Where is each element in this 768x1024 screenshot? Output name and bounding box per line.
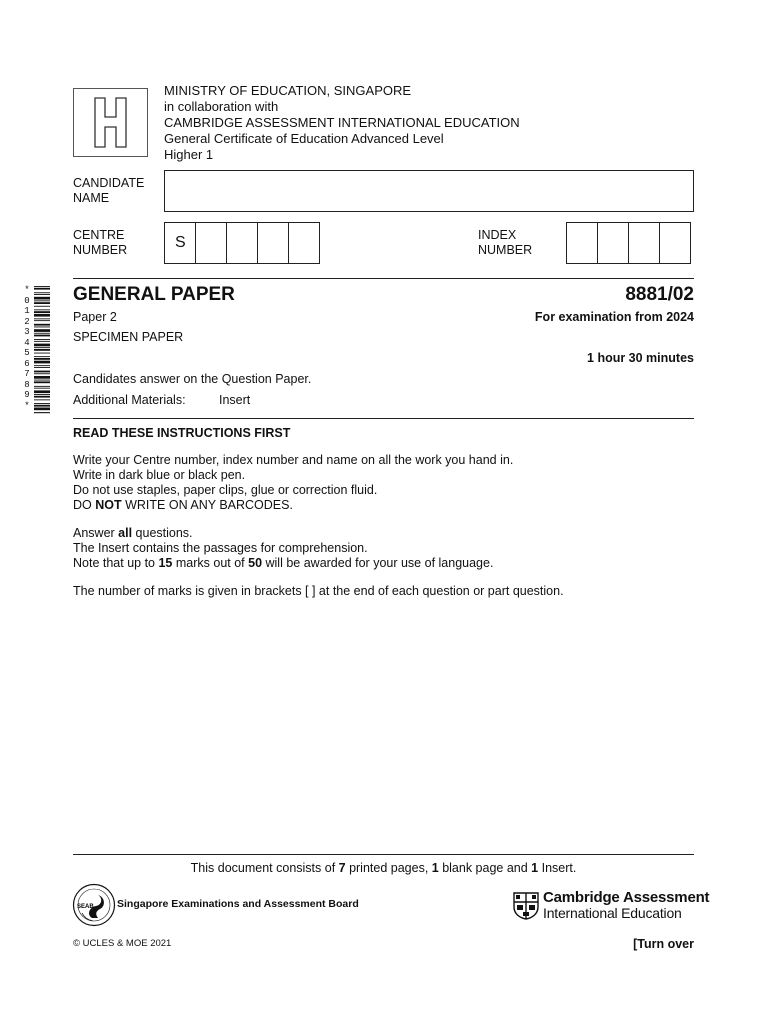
header-line: CAMBRIDGE ASSESSMENT INTERNATIONAL EDUCATION: [164, 115, 520, 130]
text-run-bold: 15: [158, 556, 173, 570]
text-run: DO: [73, 498, 96, 512]
text-run-bold: NOT: [95, 498, 122, 512]
instruction-line: Do not use staples, paper clips, glue or correction fluid.: [73, 483, 378, 497]
barcode-bar: [34, 353, 50, 354]
barcode-bar: [34, 335, 50, 337]
text-run: questions.: [132, 526, 193, 540]
instruction-line: Write in dark blue or black pen.: [73, 468, 246, 482]
barcode-bar: [34, 376, 50, 379]
barcode-bar: [34, 286, 50, 287]
barcode-digit: 6: [24, 358, 30, 369]
seab-logo-text: SEAB: [77, 904, 94, 910]
barcode-bar: [34, 396, 50, 398]
instruction-line: [73, 526, 493, 541]
barcode-bar: [34, 329, 50, 332]
barcode-bar: [34, 371, 50, 373]
paper-code: 8881/02: [625, 284, 694, 305]
instruction-line: The Insert contains the passages for comprehension.: [73, 541, 368, 555]
copyright: © UCLES & MOE 2021: [73, 938, 172, 949]
seab-logo-icon: [72, 882, 116, 928]
label-line: NUMBER: [73, 243, 128, 257]
barcode-bar: [34, 365, 50, 366]
answer-block: [73, 526, 493, 571]
text-run: This document consists of: [190, 861, 339, 875]
text-run-bold: 1: [531, 861, 539, 875]
barcode-bar: [34, 309, 50, 310]
barcode-bar: [34, 318, 50, 319]
text-run: blank page and: [438, 861, 532, 875]
barcode-bar: [34, 373, 50, 374]
marks-note: The number of marks is given in brackets [ ] at the end of each question or part question.: [73, 584, 564, 598]
barcode-bar: [34, 356, 50, 357]
barcode-bar: [34, 405, 50, 407]
index-number-digit-box[interactable]: [597, 222, 629, 264]
instructions-heading: READ THESE INSTRUCTIONS FIRST: [73, 426, 291, 440]
index-number-label: [478, 228, 532, 258]
barcode-digit: 2: [24, 316, 30, 327]
barcode-bar: [34, 408, 50, 411]
cambridge-name-line1: Cambridge Assessment: [543, 889, 710, 906]
barcode-digit: 8: [24, 379, 30, 390]
barcode-bar: [34, 292, 50, 293]
index-number-digit-box[interactable]: [566, 222, 598, 264]
text-run: WRITE ON ANY BARCODES.: [121, 498, 293, 512]
barcode-bar: [34, 333, 50, 334]
divider: [73, 418, 694, 419]
materials-label: Additional Materials:: [73, 393, 186, 407]
instructions-block: [73, 453, 513, 513]
header-line: General Certificate of Education Advanced Level: [164, 131, 444, 146]
document-page-count: [73, 861, 694, 875]
cambridge-shield-icon: [513, 892, 539, 920]
instruction-line: Write your Centre number, index number and name on all the work you hand in.: [73, 453, 514, 467]
barcode-bar: [34, 297, 50, 300]
barcode-bar: [34, 367, 50, 368]
centre-number-prefix: S: [164, 222, 196, 264]
index-number-boxes: [566, 222, 691, 264]
barcode-digit: *: [24, 285, 30, 295]
barcode-bar: [34, 300, 50, 301]
barcode-bar: [34, 347, 50, 348]
barcode-bar: [34, 380, 50, 381]
level-h-logo: [73, 88, 148, 157]
barcode-bar: [34, 314, 50, 317]
barcode-bar: [34, 390, 50, 393]
centre-number-digit-box[interactable]: [257, 222, 289, 264]
text-run: printed pages,: [345, 861, 432, 875]
barcode-bar: [34, 327, 50, 328]
barcode-bar: [34, 344, 50, 347]
label-line: CENTRE: [73, 228, 125, 242]
label-line: NUMBER: [478, 243, 533, 257]
centre-number-boxes: [164, 222, 320, 264]
label-line: CANDIDATE: [73, 176, 145, 190]
paper-title: GENERAL PAPER: [73, 284, 235, 305]
candidate-name-field[interactable]: [164, 170, 694, 212]
materials-value: Insert: [219, 393, 251, 407]
barcode-digit: 4: [24, 337, 30, 348]
label-line: INDEX: [478, 228, 517, 242]
centre-number-digit-box[interactable]: [288, 222, 320, 264]
barcode-bar: [34, 403, 50, 404]
header-line: Higher 1: [164, 147, 214, 162]
candidates-answer-note: Candidates answer on the Question Paper.: [73, 372, 312, 386]
text-run-bold: 1: [431, 861, 439, 875]
barcode-digit: *: [24, 400, 30, 411]
text-run-bold: all: [118, 526, 133, 540]
text-run: marks out of: [172, 556, 249, 570]
barcode-bar: [34, 381, 50, 383]
barcode-digit: 3: [24, 327, 30, 337]
index-number-digit-box[interactable]: [628, 222, 660, 264]
label-line: NAME: [73, 191, 110, 205]
index-number-digit-box[interactable]: [659, 222, 691, 264]
barcode-bar: [34, 339, 50, 340]
barcode-bar: [34, 320, 50, 321]
paper-number: Paper 2: [73, 310, 117, 324]
instruction-line: [73, 498, 513, 513]
divider: [73, 278, 694, 279]
barcode-bar: [34, 302, 50, 304]
candidate-name-label: [73, 176, 144, 206]
text-run-bold: 50: [248, 556, 263, 570]
text-run: Answer: [73, 526, 119, 540]
barcode-digit: 7: [24, 369, 30, 379]
barcode-bar: [34, 386, 50, 387]
barcode-digit: 1: [24, 306, 30, 316]
text-run: Insert.: [538, 861, 577, 875]
turn-over: [Turn over: [633, 937, 694, 951]
barcode-bar: [34, 358, 50, 360]
duration: 1 hour 30 minutes: [587, 351, 694, 365]
centre-number-digit-box[interactable]: [226, 222, 258, 264]
barcode-bar: [34, 388, 50, 389]
barcode-bar: [34, 412, 50, 413]
header-line: in collaboration with: [164, 99, 279, 114]
text-run-bold: 7: [338, 861, 346, 875]
header-block: [164, 83, 520, 163]
exam-from: For examination from 2024: [534, 310, 694, 324]
barcode-bar: [34, 324, 50, 326]
instruction-line: [73, 556, 493, 571]
centre-number-digit-box[interactable]: [195, 222, 227, 264]
header-line: MINISTRY OF EDUCATION, SINGAPORE: [164, 83, 412, 98]
text-run: will be awarded for your use of language.: [262, 556, 494, 570]
barcode-digit: 0: [24, 295, 30, 306]
barcode-bar: [34, 306, 50, 307]
barcode-bar: [34, 311, 50, 313]
barcode-bar: [34, 349, 50, 351]
barcode-digit: 9: [24, 390, 30, 400]
barcode-bar: [34, 294, 50, 295]
barcode-bar: [34, 394, 50, 395]
paper-type: SPECIMEN PAPER: [73, 330, 184, 344]
barcode-digits: [22, 285, 32, 411]
cambridge-name-line2: International Education: [543, 905, 682, 921]
seab-name: Singapore Examinations and Assessment Board: [117, 898, 359, 910]
barcode-bar: [34, 288, 50, 290]
text-run: Note that up to: [73, 556, 159, 570]
barcode-digit: 5: [24, 348, 30, 358]
divider: [73, 854, 694, 855]
centre-number-label: [73, 228, 127, 258]
barcode-bar: [34, 399, 50, 400]
barcode-bar: [34, 341, 50, 342]
barcode-bar: [34, 361, 50, 364]
